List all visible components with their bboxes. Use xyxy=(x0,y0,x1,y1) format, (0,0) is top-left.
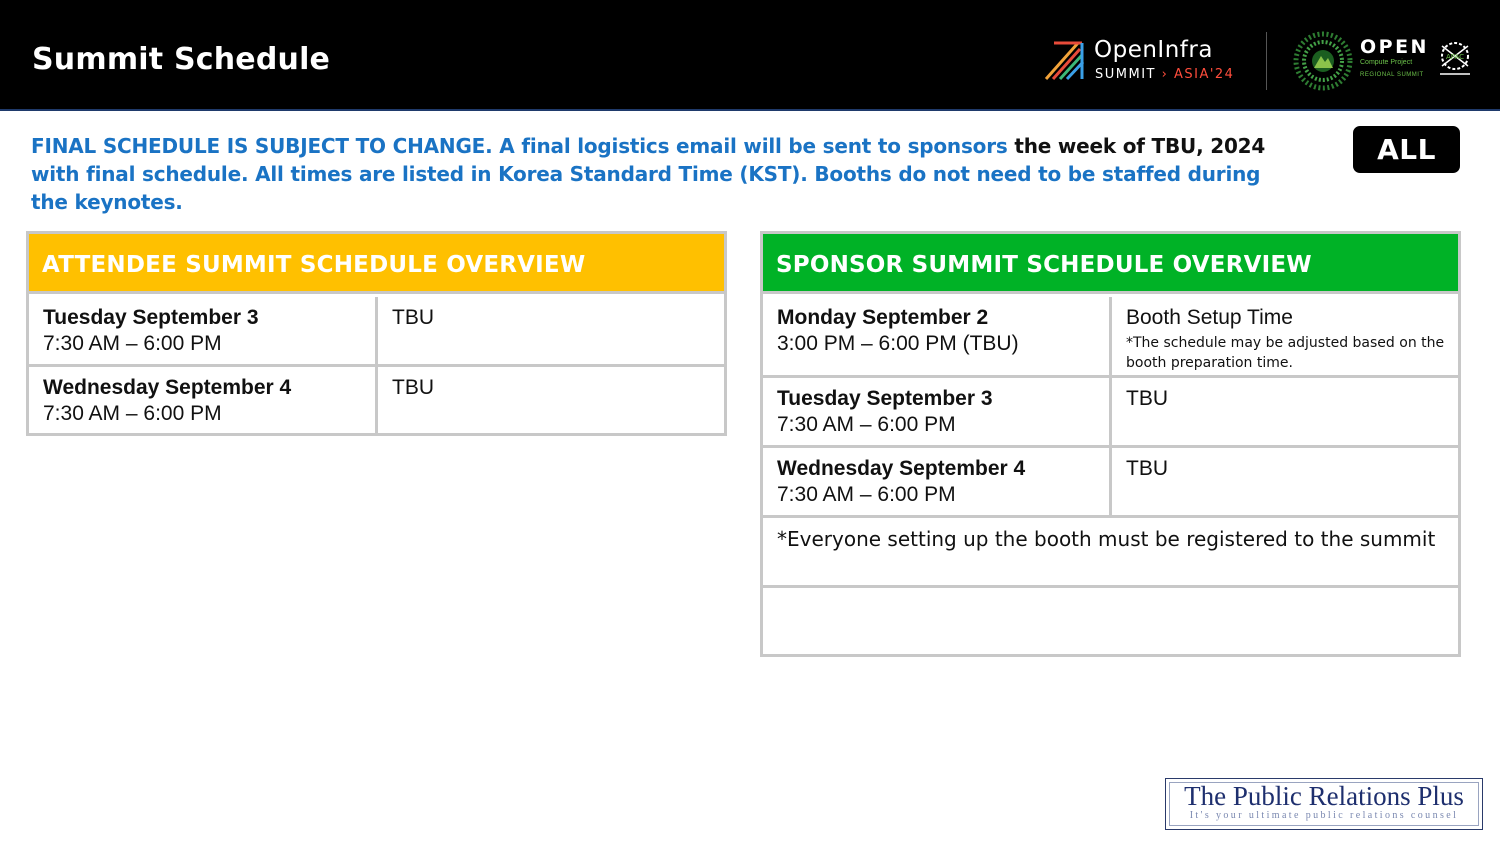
row-value-cell xyxy=(378,297,724,364)
row-value-cell xyxy=(1112,378,1458,445)
openinfra-mark-icon xyxy=(1042,39,1086,83)
row-time: 3:00 PM – 6:00 PM (TBU) xyxy=(777,332,1019,355)
openinfra-summit-label: SUMMIT xyxy=(1095,67,1156,82)
openinfra-chevron: › xyxy=(1161,67,1169,82)
logo-name: The Public Relations Plus xyxy=(1184,781,1464,811)
empty-row xyxy=(763,588,1458,654)
row-value-cell xyxy=(378,367,724,433)
row-day: Tuesday September 3 xyxy=(43,306,259,329)
row-day: Monday September 2 xyxy=(777,306,989,329)
openinfra-event-label: ASIA'24 xyxy=(1173,67,1235,82)
apac-label: APAC xyxy=(1445,53,1465,61)
row-value-cell xyxy=(1112,448,1458,515)
ocp-globe-icon xyxy=(1292,30,1354,92)
ocp-open-label: OPEN xyxy=(1360,36,1429,58)
logo-tagline: It's your ultimate public relations counsel xyxy=(1189,810,1459,821)
notice-part-1: FINAL SCHEDULE IS SUBJECT TO CHANGE. A final logistics email will be sent to sponsors xyxy=(31,134,1008,158)
row-value: TBU xyxy=(392,376,434,399)
footnote-row xyxy=(763,518,1458,588)
booth-registration-footnote: *Everyone setting up the booth must be registered to the summit xyxy=(777,527,1436,551)
table-row xyxy=(29,297,724,367)
apac-emblem-icon xyxy=(1436,36,1474,82)
sponsor-table-header: SPONSOR SUMMIT SCHEDULE OVERVIEW xyxy=(763,234,1458,294)
header-divider xyxy=(1266,32,1267,90)
header-bar xyxy=(0,0,1500,111)
all-badge: ALL xyxy=(1353,126,1460,173)
row-value-cell xyxy=(1112,297,1458,375)
sponsor-schedule-table xyxy=(760,231,1461,657)
row-day: Wednesday September 4 xyxy=(43,376,292,399)
openinfra-name: OpenInfra xyxy=(1094,37,1213,63)
attendee-schedule-table xyxy=(26,231,727,436)
attendee-table-header: ATTENDEE SUMMIT SCHEDULE OVERVIEW xyxy=(29,234,724,294)
table-row xyxy=(29,367,724,433)
page-title: Summit Schedule xyxy=(32,42,331,77)
row-value: TBU xyxy=(1126,457,1168,480)
notice-part-3: with final schedule. All times are listed in Korea Standard Time (KST). Booths do not need to be staffed during the keynotes. xyxy=(31,162,1261,214)
table-row xyxy=(763,448,1458,518)
row-day-cell xyxy=(29,297,378,364)
table-row xyxy=(763,378,1458,448)
row-time: 7:30 AM – 6:00 PM xyxy=(43,332,222,355)
row-day: Wednesday September 4 xyxy=(777,457,1026,480)
openinfra-summit-logo xyxy=(1042,37,1242,85)
public-relations-plus-logo xyxy=(1165,778,1483,830)
schedule-notice xyxy=(31,132,1281,216)
row-value: Booth Setup Time xyxy=(1126,306,1293,329)
row-value: TBU xyxy=(1126,387,1168,410)
footnote-cell xyxy=(763,518,1458,585)
row-time: 7:30 AM – 6:00 PM xyxy=(777,413,956,436)
ocp-compute-label: Compute Project xyxy=(1360,59,1413,66)
row-note: *The schedule may be adjusted based on the booth preparation time. xyxy=(1126,335,1445,371)
table-row xyxy=(763,297,1458,378)
row-day-cell xyxy=(763,448,1112,515)
row-day-cell xyxy=(763,297,1112,375)
row-day-cell xyxy=(763,378,1112,445)
notice-part-2: the week of TBU, 2024 xyxy=(1007,134,1266,158)
ocp-regional-summit-logo xyxy=(1292,30,1476,92)
ocp-regional-label: REGIONAL SUMMIT xyxy=(1360,72,1424,78)
empty-cell xyxy=(763,588,1458,654)
openinfra-subtitle xyxy=(1095,67,1234,82)
row-day: Tuesday September 3 xyxy=(777,387,993,410)
row-day-cell xyxy=(29,367,378,433)
row-value: TBU xyxy=(392,306,434,329)
row-time: 7:30 AM – 6:00 PM xyxy=(43,402,222,425)
row-time: 7:30 AM – 6:00 PM xyxy=(777,483,956,506)
